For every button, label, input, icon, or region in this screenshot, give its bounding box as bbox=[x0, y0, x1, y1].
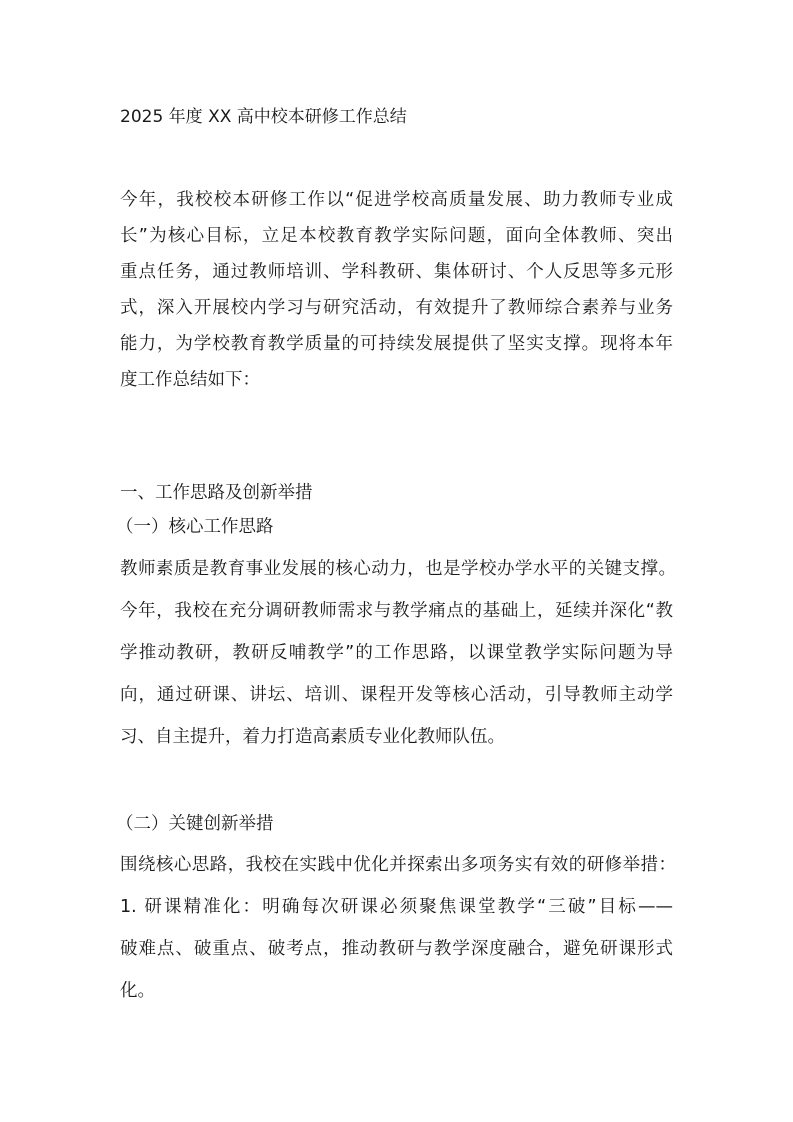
document-title: 2025 年度 XX 高中校本研修工作总结 bbox=[120, 107, 407, 127]
intro-line: 重点任务，通过教师培训、学科教研、集体研讨、个人反思等多元形 bbox=[120, 262, 673, 282]
intro-line: 今年，我校校本研修工作以“促进学校高质量发展、助力教师专业成 bbox=[120, 190, 673, 210]
intro-line: 能力，为学校教育教学质量的可持续发展提供了坚实支撑。现将本年 bbox=[120, 334, 673, 354]
subsection-heading: （一）核心工作思路 bbox=[116, 517, 274, 537]
list-item-line: 化。 bbox=[120, 981, 155, 1001]
paragraph-line: 习、自主提升，着力打造高素质专业化教师队伍。 bbox=[120, 727, 505, 747]
intro-line: 长”为核心目标，立足本校教育教学实际问题，面向全体教师、突出 bbox=[120, 226, 673, 246]
section-heading: 一、工作思路及创新举措 bbox=[120, 483, 313, 503]
paragraph-line: 围绕核心思路，我校在实践中优化并探索出多项务实有效的研修举措： bbox=[120, 855, 676, 875]
paragraph-line: 向，通过研课、讲坛、培训、课程开发等核心活动，引导教师主动学 bbox=[120, 685, 673, 705]
paragraph-line: 教师素质是教育事业发展的核心动力，也是学校办学水平的关键支撑。 bbox=[120, 559, 676, 579]
paragraph-line: 今年，我校在充分调研教师需求与教学痛点的基础上，延续并深化“教 bbox=[120, 601, 673, 621]
paragraph-line: 学推动教研，教研反哺教学”的工作思路，以课堂教学实际问题为导 bbox=[120, 643, 673, 663]
list-item-line: 1. 研课精准化：明确每次研课必须聚焦课堂教学“三破”目标—— bbox=[120, 897, 673, 917]
intro-line: 式，深入开展校内学习与研究活动，有效提升了教师综合素养与业务 bbox=[120, 298, 673, 318]
intro-line: 度工作总结如下： bbox=[120, 370, 260, 390]
subsection-heading: （二）关键创新举措 bbox=[116, 814, 274, 834]
list-item-line: 破难点、破重点、破考点，推动教研与教学深度融合，避免研课形式 bbox=[120, 939, 673, 959]
